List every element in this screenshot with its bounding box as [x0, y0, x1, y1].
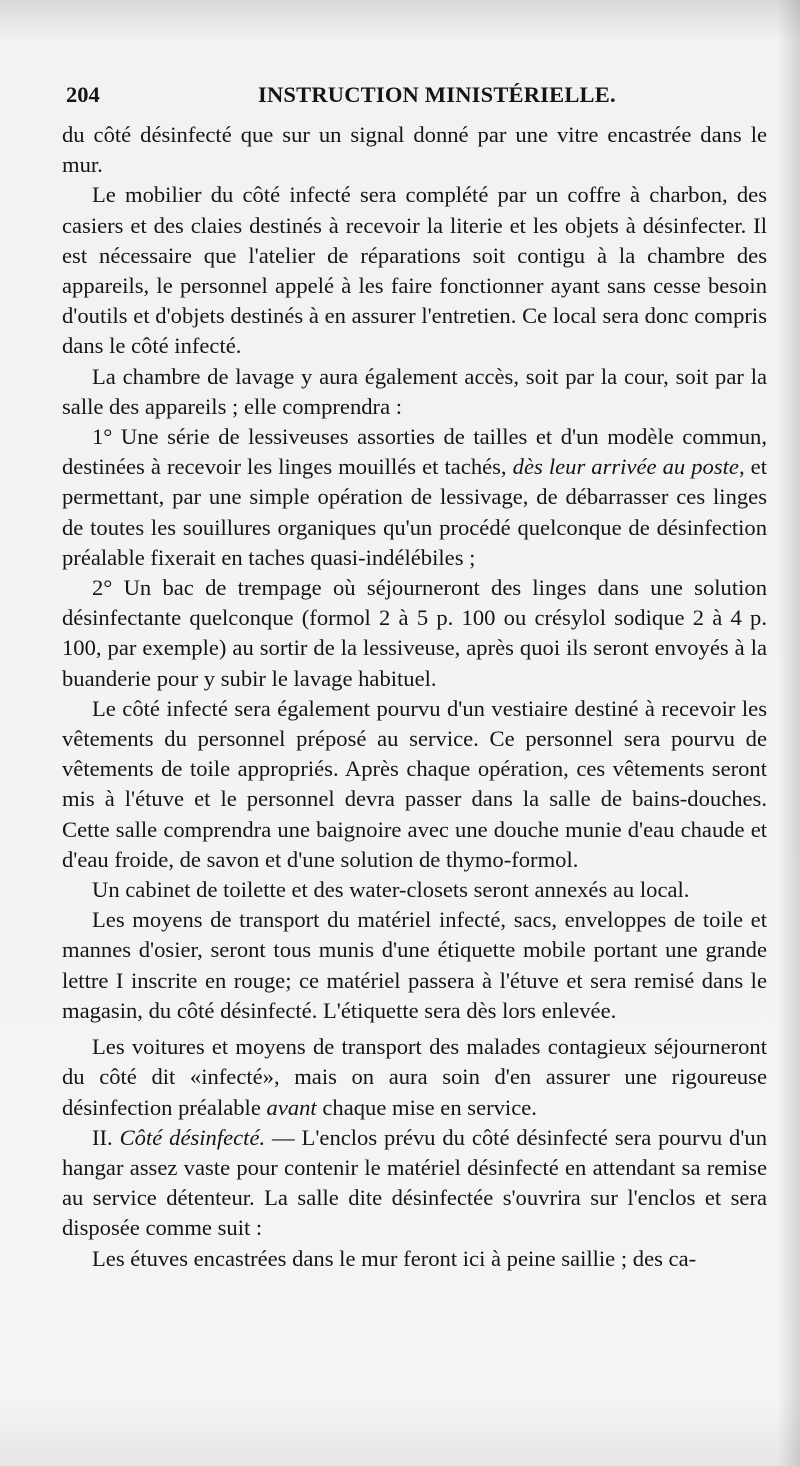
section-number: II. [92, 1124, 120, 1150]
paragraph-cote-desinfecte [62, 1123, 767, 1244]
item-1-text-b: et permettant, par une simple opération de lessivage, de débarrasser ces linges de toutes les souillures organiques qu'un procédé quelconque de désinfection préalable fixerait en taches quasi-indélébiles ; [62, 454, 767, 570]
paragraph-item-1 [62, 422, 767, 573]
paragraph-etuves: Les étuves encastrées dans le mur feront ici à peine saillie ; des ca- [92, 1245, 697, 1271]
section-title: Côté désinfecté. [119, 1124, 266, 1150]
page-number: 204 [66, 82, 100, 107]
paragraph-item-2: 2° Un bac de trempage où séjourneront des linges dans une solution désinfectante quelconque (formol 2 à 5 p. 100 ou crésylol sodique 2 à 4 p. 100, par exemple) au sortir de la lessiveuse, après quoi ils seront envoyés à la buanderie pour y subir le lavage habituel. [62, 575, 767, 691]
paragraph-cabinet: Un cabinet de toilette et des water-closets seront annexés au local. [92, 877, 690, 903]
voitures-emphasis: avant [266, 1094, 317, 1120]
item-1-emphasis: dès leur arrivée au poste, [512, 454, 745, 480]
cote-desinfecte-text: — L'enclos prévu du côté désinfecté sera pourvu d'un hangar assez vaste pour contenir le matériel désinfecté en attendant sa remise au service détenteur. La salle dite désinfectée s'ouvrira sur l'enclos et sera disposée comme suit : [62, 1124, 767, 1241]
page-header [66, 78, 766, 114]
paragraph-vestiaire: Le côté infecté sera également pourvu d'un vestiaire destiné à recevoir les vêtements du personnel préposé au service. Ce personnel sera pourvu de vêtements de toile appropriés. Après chaque opération, ces vêtements seront mis à l'étuve et le personnel devra passer dans la salle de bains-douches. Cette salle comprendra une baignoire avec une douche munie d'eau chaude et d'eau froide, de savon et d'une solution de thymo-formol. [62, 695, 767, 872]
body-text [62, 120, 767, 1274]
paragraph-mobilier: Le mobilier du côté infecté sera complété par un coffre à charbon, des casiers et des claies destinés à recevoir la literie et les objets à désinfecter. Il est nécessaire que l'atelier de réparations soit contigu à la chambre des appareils, le personnel appelé à les faire fonctionner ayant sans cesse besoin d'outils et d'objets destinés à en assurer l'entretien. Ce local sera donc compris dans le côté infecté. [62, 182, 767, 359]
running-title: INSTRUCTION MINISTÉRIELLE. [258, 82, 616, 107]
item-1-text-a: 1° Une série de lessiveuses assorties de tailles et d'un modèle commun, destinées à recevoir les linges mouillés et tachés, [62, 424, 767, 480]
page-edge-shadow [778, 0, 800, 1466]
paragraph-transport-materiel: Les moyens de transport du matériel infecté, sacs, enveloppes de toile et mannes d'osier, seront tous munis d'une étiquette mobile portant une grande lettre I inscrite en rouge; ce matériel passera à l'étuve et sera remisé dans le magasin, du côté désinfecté. L'étiquette sera dès lors enlevée. [62, 907, 767, 1023]
voitures-text-a: Les voitures et moyens de transport des malades contagieux séjourneront du côté dit «infecté», mais on aura soin d'en assurer une rigoureuse désinfection préalable [62, 1034, 767, 1120]
paragraph-chambre-lavage: La chambre de lavage y aura également accès, soit par la cour, soit par la salle des appareils ; elle comprendra : [62, 363, 767, 419]
voitures-text-b: chaque mise en service. [316, 1094, 537, 1120]
paragraph-continued: du côté désinfecté que sur un signal donné par une vitre encastrée dans le mur. [62, 122, 767, 178]
paragraph-voitures [62, 1032, 767, 1123]
